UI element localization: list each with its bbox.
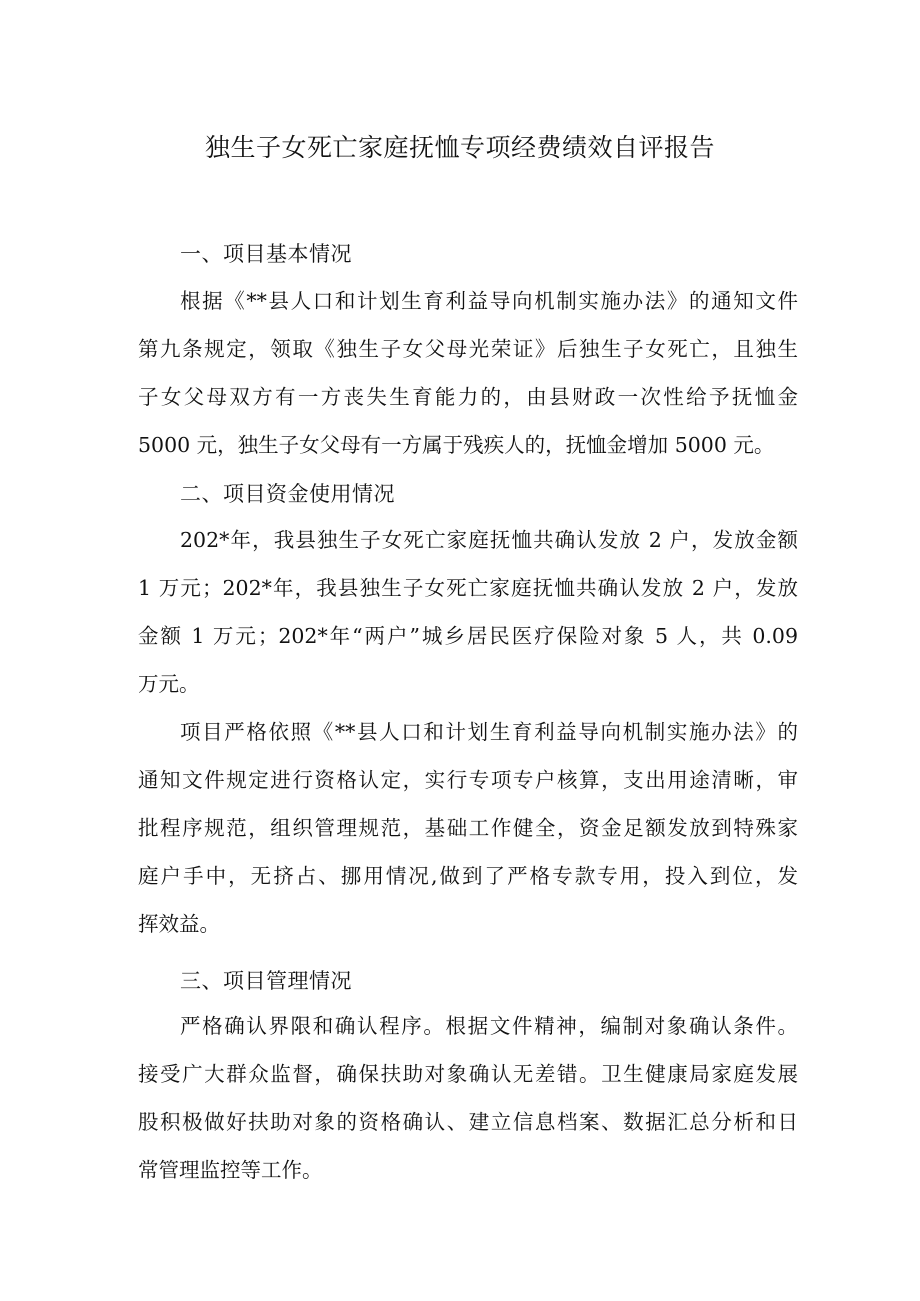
paragraph-line: 5000 元，独生子女父母有一方属于残疾人的，抚恤金增加 5000 元。 <box>138 433 775 457</box>
paragraph-line: 严格确认界限和确认程序。根据文件精神，编制对象确认条件。 <box>180 1014 798 1038</box>
document-title: 独生子女死亡家庭抚恤专项经费绩效自评报告 <box>204 133 715 162</box>
paragraph-line: 庭户手中，无挤占、挪用情况,做到了严格专款专用，投入到位，发 <box>138 864 798 888</box>
paragraph-line: 常管理监控等工作。 <box>138 1158 323 1182</box>
paragraph-line: 接受广大群众监督，确保扶助对象确认无差错。卫生健康局家庭发展 <box>138 1062 798 1086</box>
paragraph-line: 202*年，我县独生子女死亡家庭抚恤共确认发放 2 户，发放金额 <box>180 528 798 552</box>
paragraph-fund-usage-2 <box>138 708 798 948</box>
paragraph-line: 子女父母双方有一方丧失生育能力的，由县财政一次性给予抚恤金 <box>138 385 798 409</box>
paragraph-line: 根据《**县人口和计划生育利益导向机制实施办法》的通知文件 <box>180 289 798 313</box>
paragraph-line: 1 万元；202*年，我县独生子女死亡家庭抚恤共确认发放 2 户，发放 <box>138 576 798 600</box>
paragraph-line: 通知文件规定进行资格认定，实行专项专户核算，支出用途清晰，审 <box>138 768 798 792</box>
paragraph-line: 挥效益。 <box>138 912 220 936</box>
paragraph-line: 金额 1 万元；202*年“两户”城乡居民医疗保险对象 5 人，共 0.09 <box>138 624 798 648</box>
section-heading-fund-usage: 二、项目资金使用情况 <box>180 482 395 506</box>
section-heading-basic-info: 一、项目基本情况 <box>180 242 352 266</box>
paragraph-line: 万元。 <box>138 672 200 696</box>
paragraph-line: 批程序规范，组织管理规范，基础工作健全，资金足额发放到特殊家 <box>138 816 798 840</box>
paragraph-management <box>138 1002 798 1194</box>
paragraph-line: 项目严格依照《**县人口和计划生育利益导向机制实施办法》的 <box>180 720 798 744</box>
paragraph-line: 第九条规定，领取《独生子女父母光荣证》后独生子女死亡，且独生 <box>138 337 798 361</box>
paragraph-basic-info <box>138 277 798 469</box>
paragraph-fund-usage-1 <box>138 516 798 708</box>
paragraph-line: 股积极做好扶助对象的资格确认、建立信息档案、数据汇总分析和日 <box>138 1110 798 1134</box>
section-heading-management: 三、项目管理情况 <box>180 969 352 993</box>
